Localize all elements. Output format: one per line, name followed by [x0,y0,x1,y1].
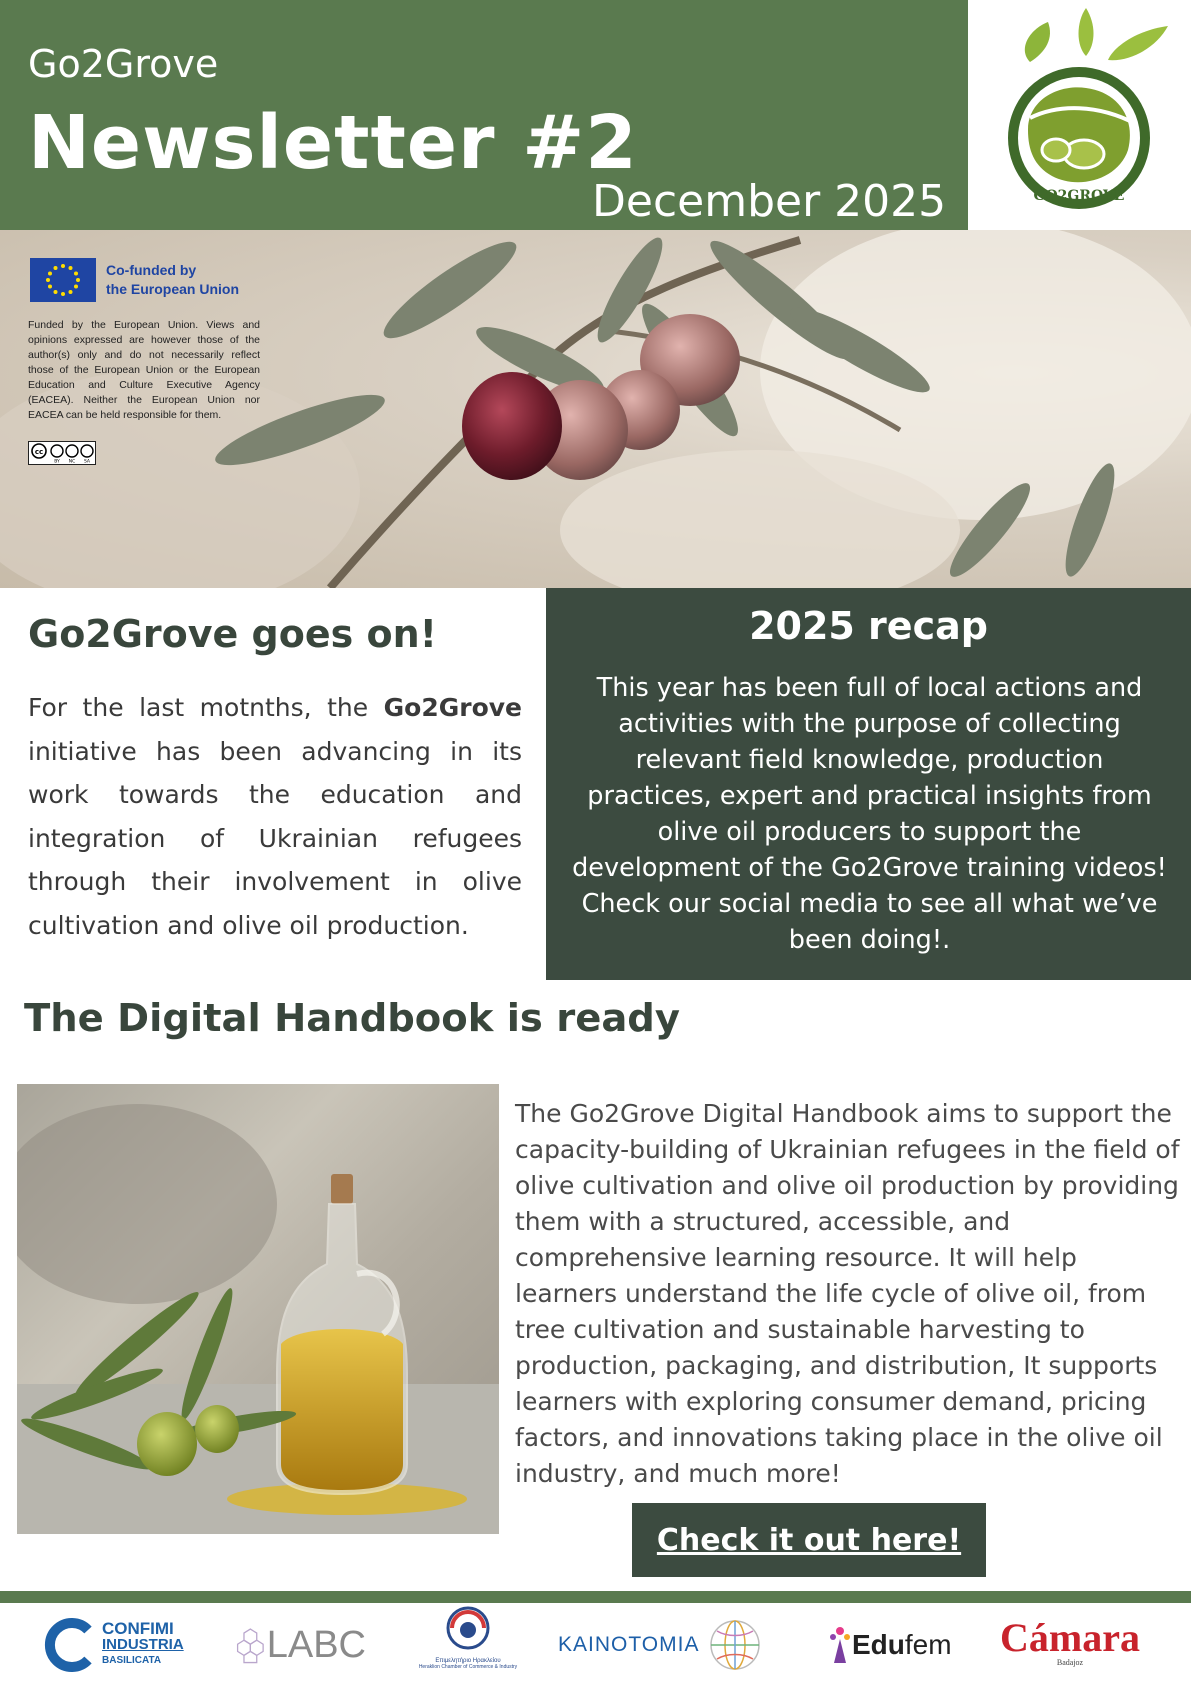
camara-wordmark: Cámara [1000,1615,1140,1660]
confimi-name: CONFIMI [102,1619,174,1638]
partner-confimi-logo[interactable] [44,1610,204,1680]
cc-label-sa: SA [83,459,91,464]
go2grove-logo [968,0,1191,230]
gear-c-icon [44,1618,98,1672]
eu-cofunded-label [106,261,239,299]
camara-city: Badajoz [1056,1658,1084,1667]
body-text-part: initiative has been advancing in its work towards the education and integration of Ukrainian refugees through their involvement in olive cultivation and olive oil production. [28,736,522,940]
footer-divider [0,1591,1191,1603]
cc-label-nc: NC [68,459,76,464]
recap-heading: 2025 recap [749,604,988,648]
partner-kainotomia-logo[interactable] [558,1610,784,1680]
chamber-name-english: Heraklion Chamber of Commerce & Industry [418,1664,518,1670]
recap-body: This year has been full of local actions and activities with the purpose of collecting relevant field knowledge, production practices, expert and practical insights from olive oil producers to support the development of the Go2Grove training videos! Check our social media to see all what we’ve been doing!. [572,673,1167,955]
eu-badge-line-1: Co-funded by [106,262,197,278]
partner-edufem-logo[interactable] [828,1610,958,1680]
cc-label-by: BY [54,459,60,464]
labc-wordmark: LABC [266,1623,366,1666]
check-it-out-button[interactable] [632,1503,986,1577]
body-text-part: For the last motnths, the [28,693,384,722]
eu-badge-line-2: the European Union [106,281,239,297]
kainotomia-wordmark: KAINOTOMIA [558,1633,700,1656]
chamber-name-greek: Επιμελητήριο Ηρακλείου [435,1658,501,1664]
eu-flag-icon [30,258,96,302]
eu-disclaimer: Funded by the European Union. Views and opinions expressed are however those of the author(s) only and do not necessarily reflect those of the European Union or the European Education and Culture Executive Agency (EACEA). Neither the European Union nor EACEA can be held responsible for them. [28,319,260,421]
brand-name: Go2Grove [28,42,219,86]
confimi-region: BASILICATA [102,1655,162,1666]
newsletter-date: December 2025 [592,176,947,227]
globe-icon [707,1617,763,1673]
edufem-wordmark-a: Edu [852,1629,905,1660]
creative-commons-icon [28,441,96,465]
hexagon-cluster-icon [236,1623,265,1667]
edufem-wordmark-b: fem [904,1629,952,1660]
body-text-bold: Go2Grove [383,693,522,722]
check-it-out-label: Check it out here! [656,1522,962,1558]
section-heading-handbook: The Digital Handbook is ready [24,996,680,1041]
partner-labc-logo[interactable] [236,1610,366,1680]
section-heading-goes-on: Go2Grove goes on! [28,612,437,656]
partner-heraklion-chamber-logo[interactable] [408,1606,528,1684]
partner-camara-badajoz-logo[interactable] [990,1615,1150,1678]
olive-oil-bottle-image [17,1084,499,1534]
chamber-emblem-icon [442,1606,494,1654]
logo-wordmark: GO2GROVE [1033,188,1125,204]
section-body-handbook: The Go2Grove Digital Handbook aims to support the capacity-building of Ukrainian refugees in the field of olive cultivation and olive oil production by providing them with a structured, accessible, and comprehensive learning resource. It will help learners understand the life cycle of olive oil, from tree cultivation and sustainable harvesting to production, packaging, and distribution, It supports learners with exploring consumer demand, pricing factors, and innovations taking place in the olive oil industry, and much more! [515,1099,1180,1488]
svg-text:cc: cc [34,448,44,456]
confimi-industria: INDUSTRIA [102,1636,184,1653]
section-body-goes-on [28,686,522,947]
newsletter-title: Newsletter #2 [28,100,638,186]
edufem-figure-icon [828,1625,852,1665]
